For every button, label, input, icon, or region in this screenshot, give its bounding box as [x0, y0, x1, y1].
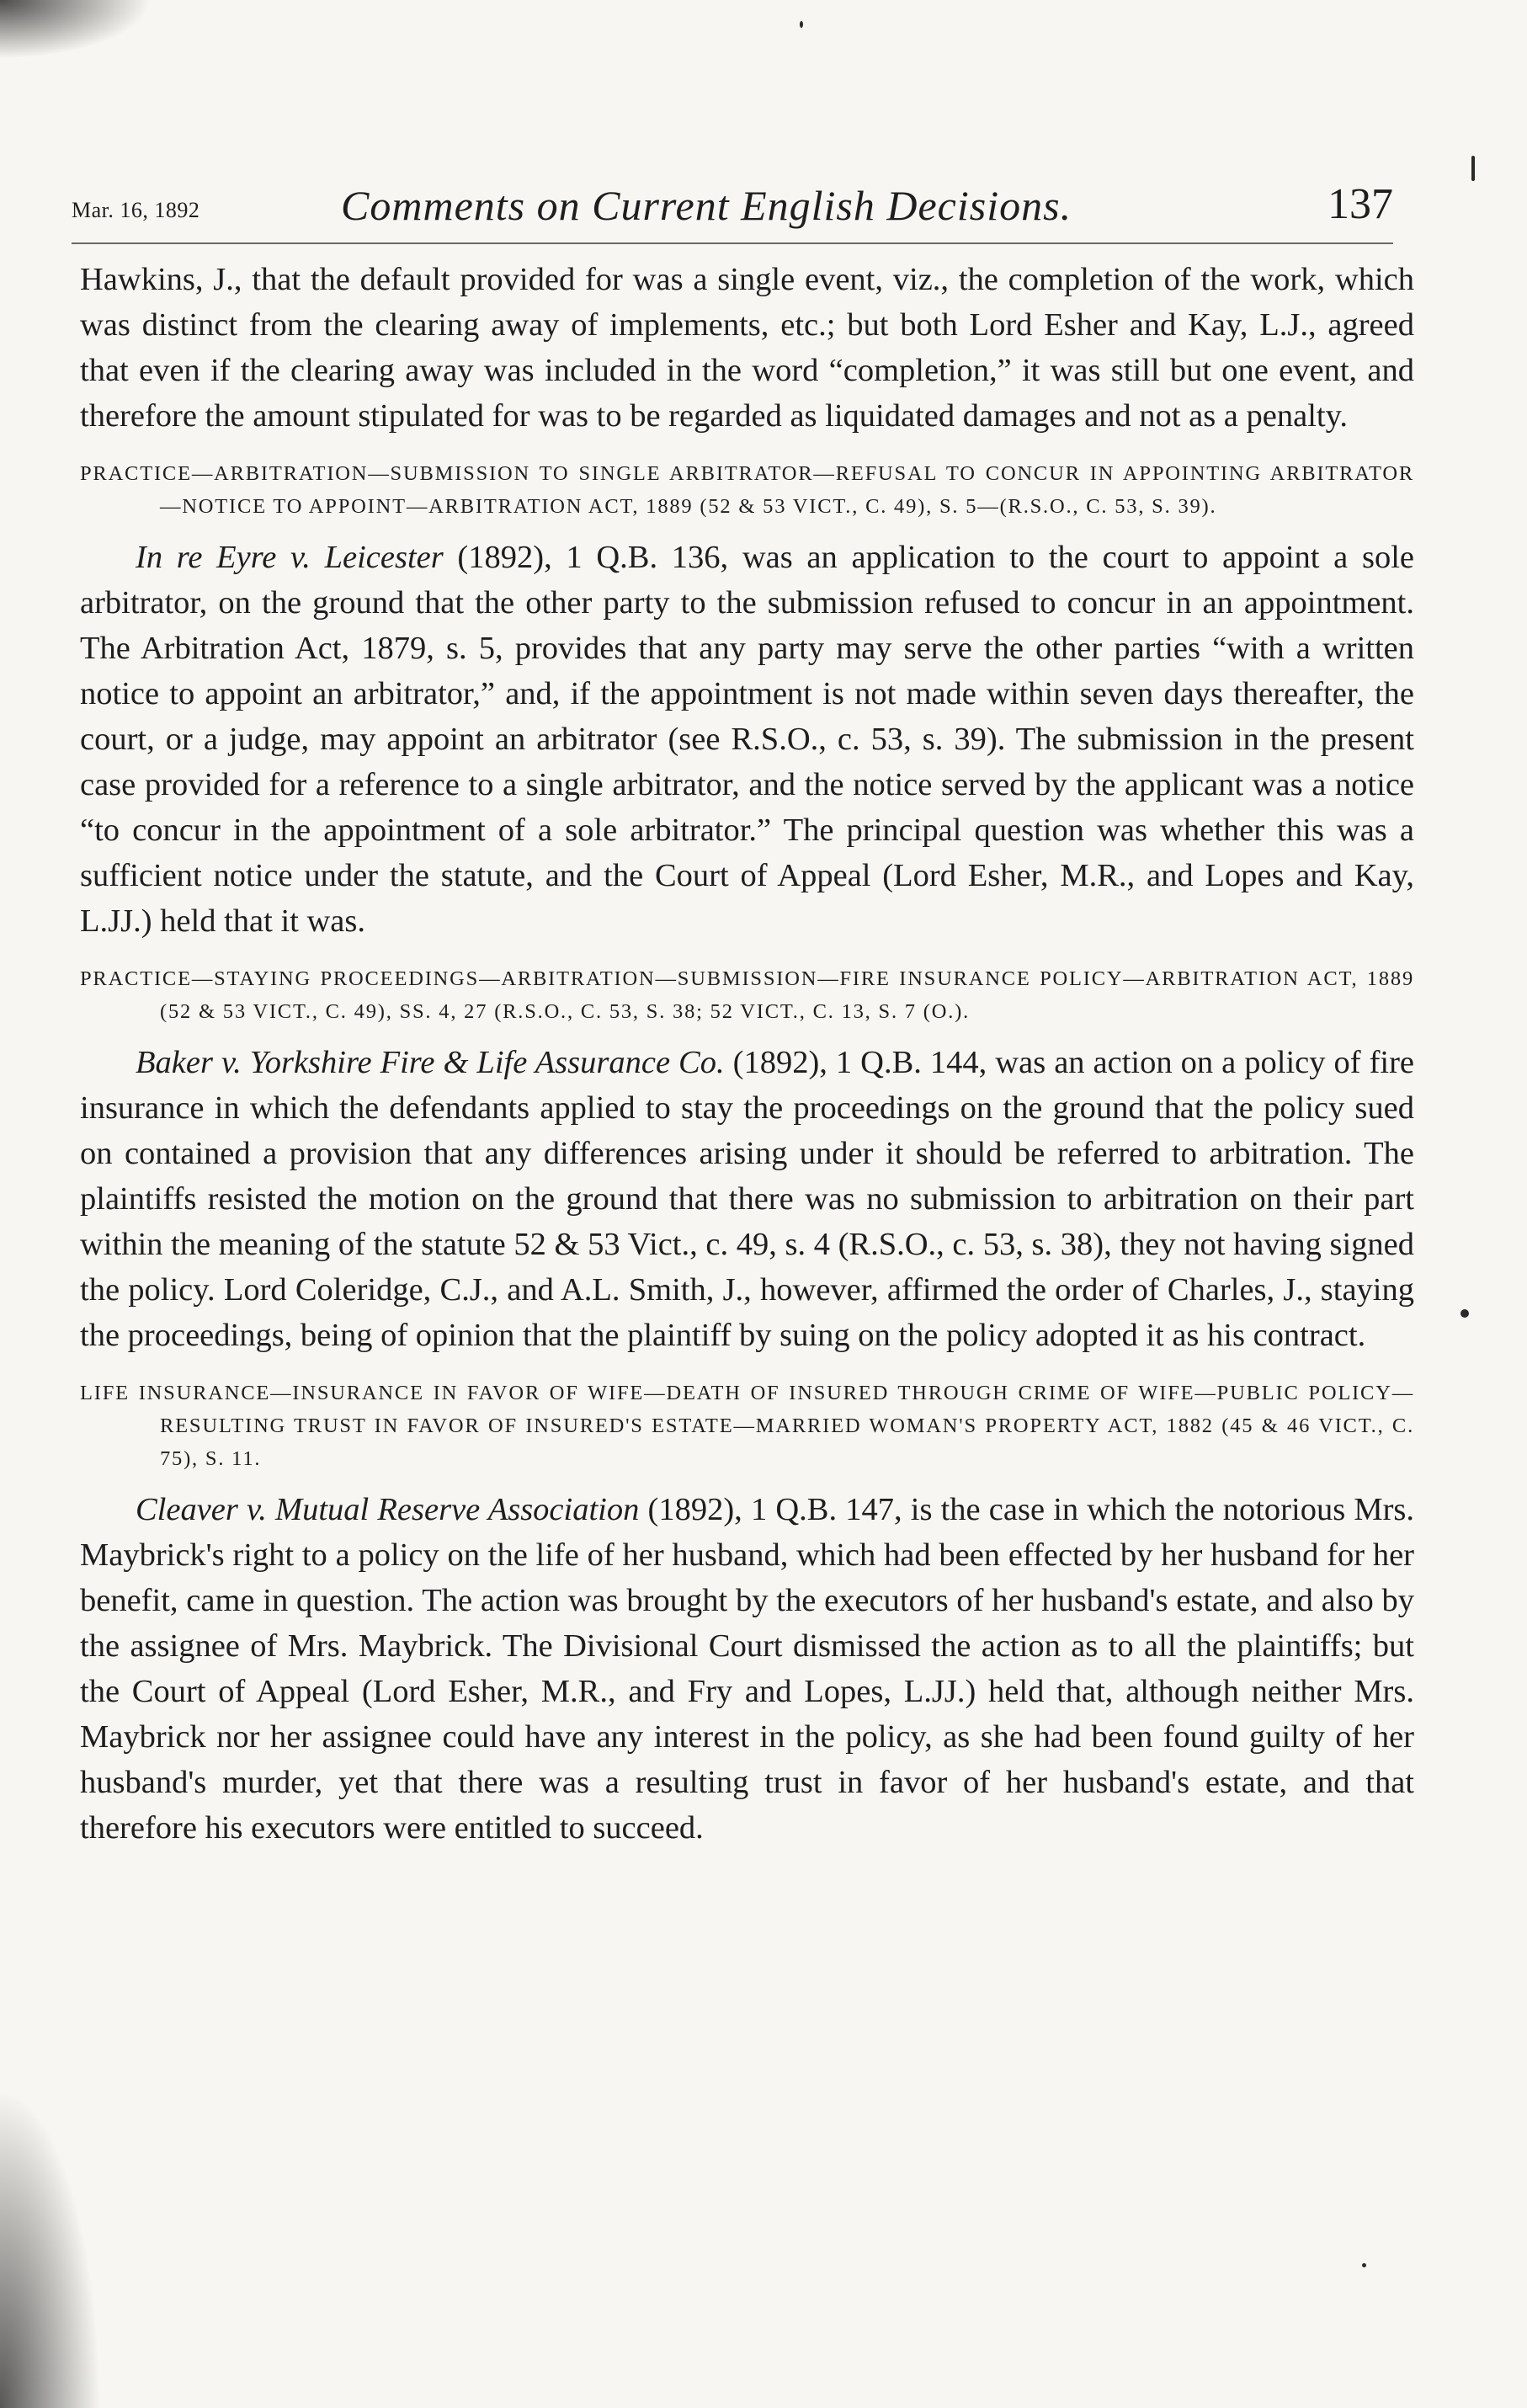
topic-heading-2: PRACTICE—STAYING PROCEEDINGS—ARBITRATION—SUBMISSION—FIRE INSURANCE POLICY—ARBITRATION ACT, 1889 (52 & 53 VICT., C. 49), SS. 4, 27 (R.S.O., C. 53, S. 38; 52 VICT., C. 13, S. 7 (O.). — [80, 967, 1414, 1023]
case-paragraph-1 — [80, 535, 1414, 944]
scan-speck — [1460, 1309, 1469, 1318]
case-body-2: (1892), 1 Q.B. 144, was an action on a policy of fire insurance in which the defendants applied to stay the proceedings on the ground that the policy sued on contained a provision that any differences arising under it should be referred to arbitration. The plaintiffs resisted the motion on the ground that there was no submission to arbitration on their part within the meaning of the statute 52 & 53 Vict., c. 49, s. 4 (R.S.O., c. 53, s. 38), they not having signed the policy. Lord Coleridge, C.J., and A.L. Smith, J., however, affirmed the order of Charles, J., staying the proceedings, being of opinion that the plaintiff by suing on the policy adopted it as his contract. — [80, 1045, 1414, 1353]
scan-speck — [800, 21, 803, 28]
case-name-1: In re Eyre v. Leicester — [136, 540, 444, 575]
topic-heading-1: PRACTICE—ARBITRATION—SUBMISSION TO SINGLE ARBITRATOR—REFUSAL TO CONCUR IN APPOINTING ARBITRATOR—NOTICE TO APPOINT—ARBITRATION ACT, 1889 (52 & 53 VICT., C. 49), S. 5—(R.S.O., C. 53, S. 39). — [80, 462, 1414, 518]
case-body-3: (1892), 1 Q.B. 147, is the case in which the notorious Mrs. Maybrick's right to a policy on the life of her husband, which had been effected by her husband for her benefit, came in question. The action was brought by the executors of her husband's estate, and also by the assignee of Mrs. Maybrick. The Divisional Court dismissed the action as to all the plaintiffs; but the Court of Appeal (Lord Esher, M.R., and Fry and Lopes, L.JJ.) held that, although neither Mrs. Maybrick nor her assignee could have any interest in the policy, as she had been found guilty of her husband's murder, yet that there was a resulting trust in favor of her husband's estate, and that therefore his executors were entitled to succeed. — [80, 1492, 1415, 1846]
scan-shadow-top-left — [0, 0, 152, 59]
case-paragraph-3 — [80, 1487, 1414, 1851]
case-body-1: (1892), 1 Q.B. 136, was an application to the court to appoint a sole arbitrator, on the ground that the other party to the submission refused to concur in an appointment. The Arbitration Act, 1879, s. 5, provides that any party may serve the other parties “with a written notice to appoint an arbitrator,” and, if the appointment is not made within seven days thereafter, the court, or a judge, may appoint an arbitrator (see R.S.O., c. 53, s. 39). The submission in the present case provided for a reference to a single arbitrator, and the notice served by the applicant was a notice “to concur in the appointment of a sole arbitrator.” The principal question was whether this was a sufficient notice under the statute, and the Court of Appeal (Lord Esher, M.R., and Lopes and Kay, L.JJ.) held that it was. — [80, 540, 1414, 939]
header-date: Mar. 16, 1892 — [72, 198, 200, 222]
scan-speck — [1471, 156, 1475, 181]
topic-heading-3: LIFE INSURANCE—INSURANCE IN FAVOR OF WIFE—DEATH OF INSURED THROUGH CRIME OF WIFE—PUBLIC POLICY—RESULTING TRUST IN FAVOR OF INSURED'S ESTATE—MARRIED WOMAN'S PROPERTY ACT, 1882 (45 & 46 VICT., C. 75), S. 11. — [80, 1382, 1414, 1470]
case-paragraph-2 — [80, 1040, 1414, 1358]
page-content — [80, 257, 1414, 1851]
continued-paragraph: Hawkins, J., that the default provided for was a single event, viz., the completion of the work, which was distinct from the clearing away of implements, etc.; but both Lord Esher and Kay, L.J., agreed that even if the clearing away was included in the word “completion,” it was still but one event, and therefore the amount stipulated for was to be regarded as liquidated damages and not as a penalty. — [80, 262, 1414, 434]
page-number: 137 — [1327, 180, 1393, 228]
running-header — [72, 173, 1393, 240]
case-name-2: Baker v. Yorkshire Fire & Life Assurance Co. — [136, 1045, 725, 1080]
header-rule — [72, 242, 1393, 244]
scan-speck — [1362, 2263, 1366, 2267]
scan-shadow-bottom-left — [0, 2088, 101, 2408]
header-title: Comments on Current English Decisions. — [341, 182, 1072, 229]
case-name-3: Cleaver v. Mutual Reserve Association — [136, 1492, 640, 1527]
